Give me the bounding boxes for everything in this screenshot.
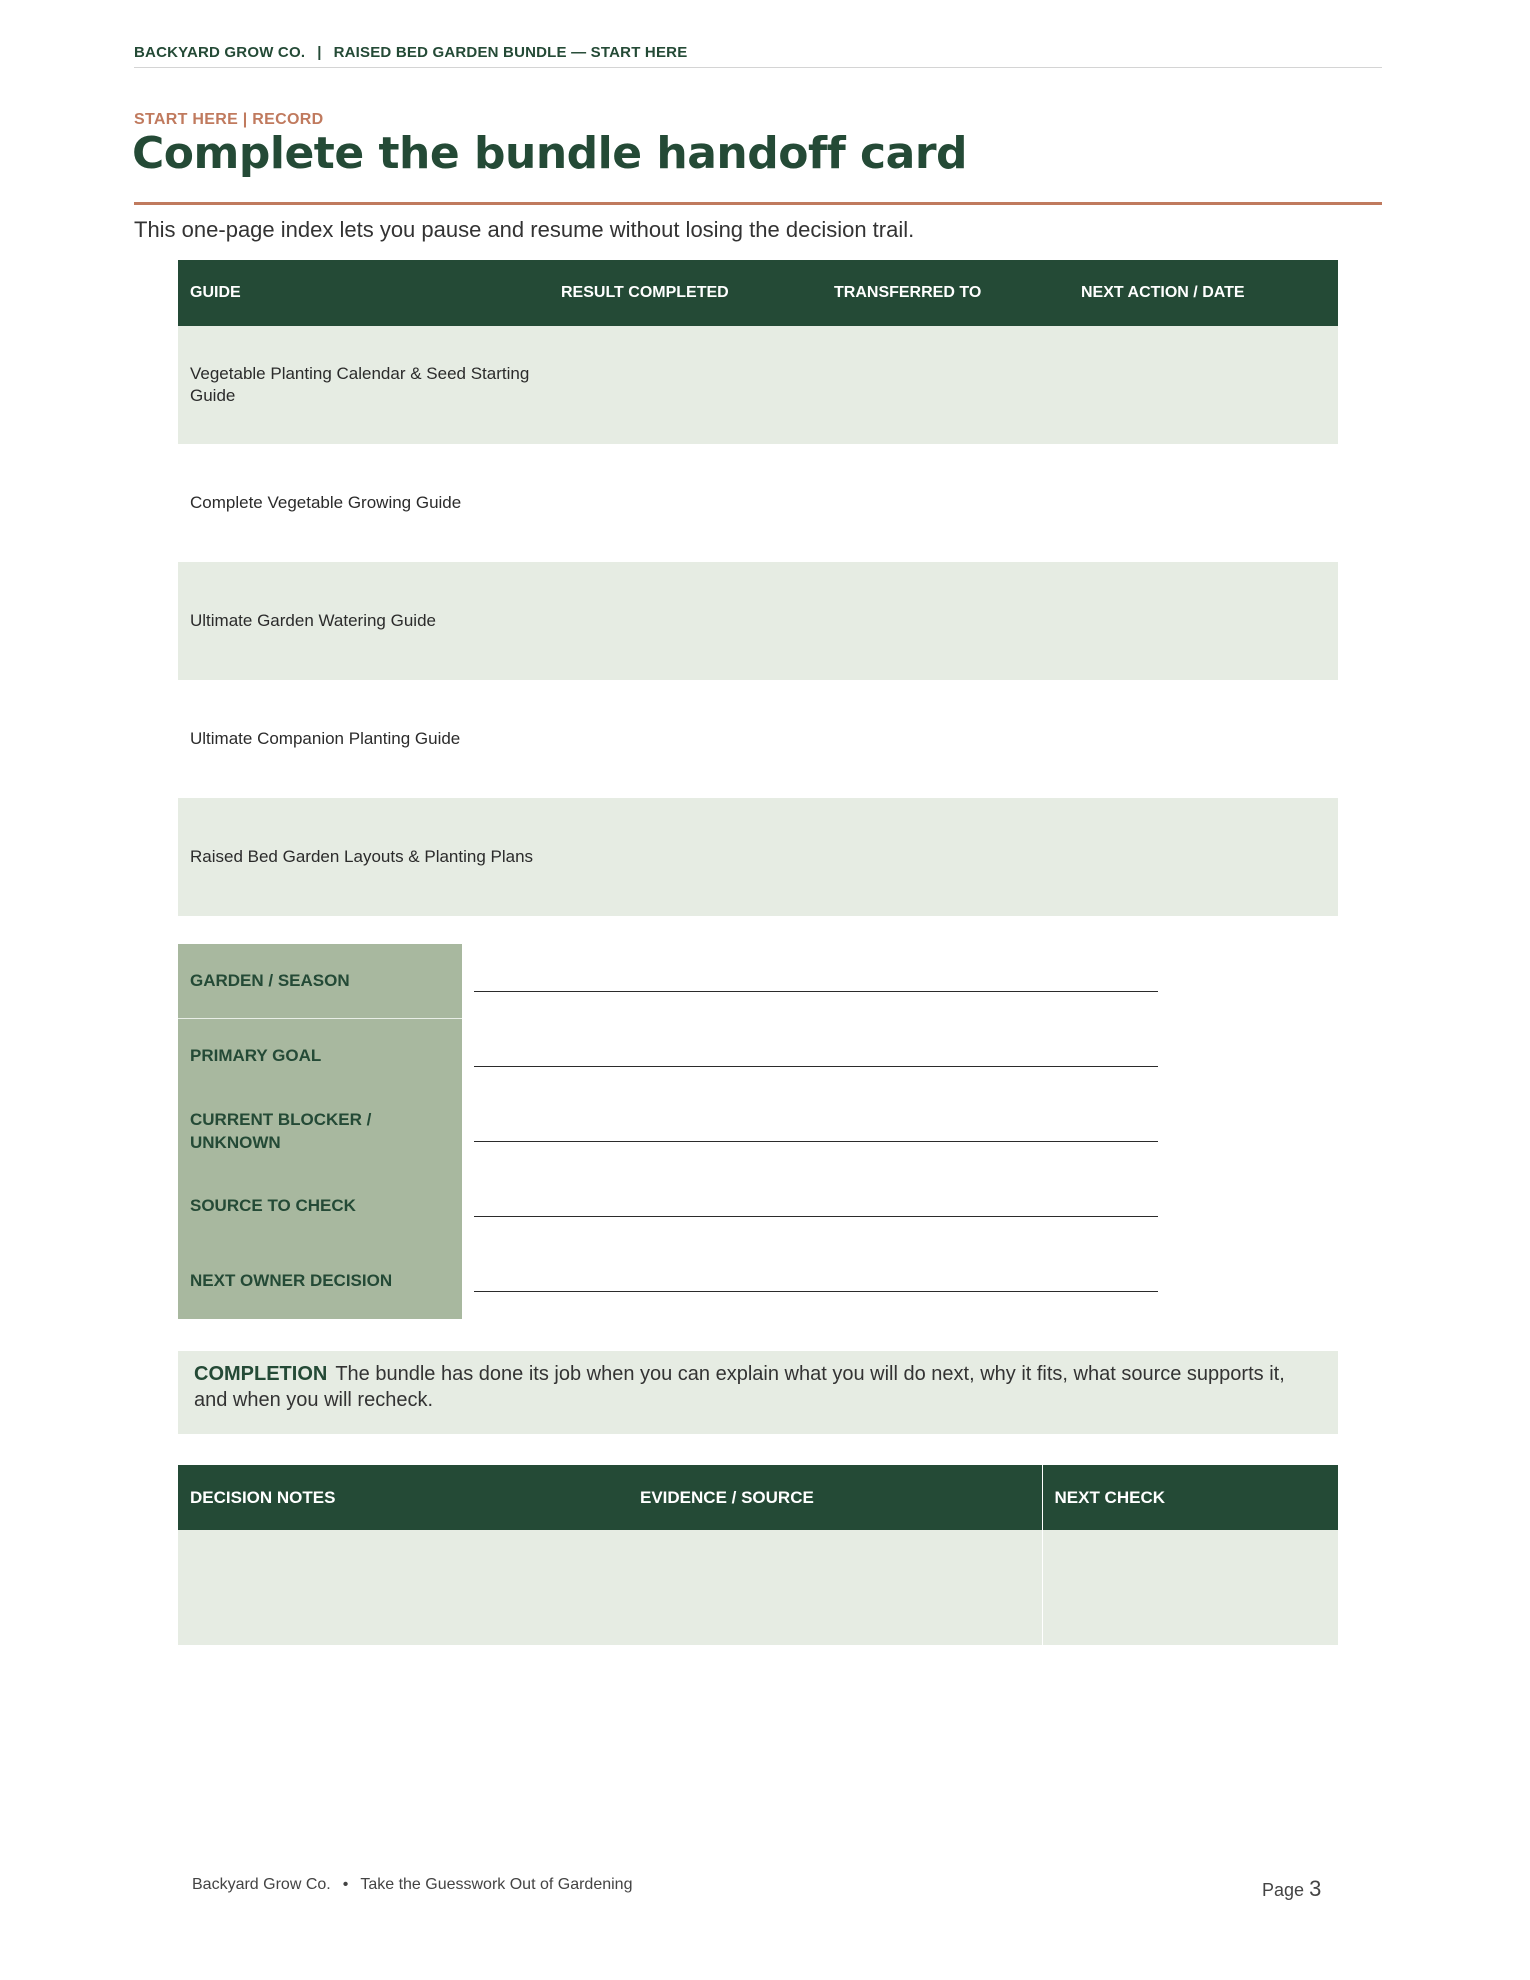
column-header: NEXT CHECK bbox=[1042, 1465, 1338, 1530]
footer-company: Backyard Grow Co. bbox=[192, 1876, 331, 1893]
result-completed-cell[interactable] bbox=[549, 444, 822, 562]
page-number-value: 3 bbox=[1309, 1876, 1322, 1901]
column-header: TRANSFERRED TO bbox=[822, 260, 1069, 326]
table-row bbox=[178, 444, 1338, 562]
header-bundle: RAISED BED GARDEN BUNDLE — START HERE bbox=[333, 44, 688, 61]
header-separator: | bbox=[317, 44, 322, 61]
result-completed-cell[interactable] bbox=[549, 326, 822, 444]
intro-text: This one-page index lets you pause and resume without losing the decision trail. bbox=[134, 217, 915, 242]
field-row bbox=[178, 1094, 1178, 1169]
transferred-to-cell[interactable] bbox=[822, 562, 1069, 680]
decision-notes-cell[interactable] bbox=[178, 1530, 628, 1645]
transferred-to-cell[interactable] bbox=[822, 798, 1069, 916]
table-row bbox=[178, 326, 1338, 444]
field-row bbox=[178, 1019, 1178, 1094]
field-label: SOURCE TO CHECK bbox=[178, 1169, 462, 1244]
guide-name: Raised Bed Garden Layouts & Planting Plans bbox=[178, 798, 549, 916]
page-title: Complete the bundle handoff card bbox=[132, 128, 968, 179]
notes-table-header bbox=[178, 1465, 1338, 1530]
guide-name: Ultimate Companion Planting Guide bbox=[190, 728, 461, 748]
completion-label: COMPLETION bbox=[194, 1363, 328, 1385]
primary-goal-line[interactable] bbox=[474, 1019, 1158, 1067]
guide-table bbox=[178, 260, 1338, 916]
table-row bbox=[178, 798, 1338, 916]
table-row bbox=[178, 680, 1338, 798]
running-header bbox=[134, 44, 1382, 68]
table-row bbox=[178, 1530, 1338, 1645]
next-owner-decision-line[interactable] bbox=[474, 1244, 1158, 1292]
column-header: RESULT COMPLETED bbox=[549, 260, 822, 326]
footer-tagline: Take the Guesswork Out of Gardening bbox=[360, 1876, 633, 1893]
table-row bbox=[178, 562, 1338, 680]
handoff-fields bbox=[178, 944, 1178, 1319]
column-header: NEXT ACTION / DATE bbox=[1069, 260, 1338, 326]
next-action-cell[interactable] bbox=[1069, 326, 1338, 444]
field-row bbox=[178, 1244, 1178, 1319]
transferred-to-cell[interactable] bbox=[822, 326, 1069, 444]
result-completed-cell[interactable] bbox=[549, 562, 822, 680]
footer-bullet: • bbox=[342, 1876, 349, 1893]
field-label: NEXT OWNER DECISION bbox=[178, 1244, 462, 1319]
completion-text: The bundle has done its job when you can explain what you will do next, why it fits, what source supports it, and when you will recheck. bbox=[194, 1363, 1285, 1411]
next-action-cell[interactable] bbox=[1069, 562, 1338, 680]
field-row bbox=[178, 944, 1178, 1019]
field-label: PRIMARY GOAL bbox=[178, 1019, 462, 1094]
page-number bbox=[1262, 1876, 1321, 1902]
field-label: GARDEN / SEASON bbox=[178, 944, 462, 1019]
result-completed-cell[interactable] bbox=[549, 680, 822, 798]
guide-name: Complete Vegetable Growing Guide bbox=[190, 492, 462, 512]
source-to-check-line[interactable] bbox=[474, 1169, 1158, 1217]
field-label: CURRENT BLOCKER / UNKNOWN bbox=[178, 1094, 462, 1169]
guide-name: Ultimate Garden Watering Guide bbox=[178, 562, 549, 680]
guide-table-header bbox=[178, 260, 1338, 326]
column-header: GUIDE bbox=[178, 260, 549, 326]
section-eyebrow: START HERE | RECORD bbox=[134, 111, 324, 128]
header-brand: BACKYARD GROW CO. bbox=[134, 44, 306, 61]
result-completed-cell[interactable] bbox=[549, 798, 822, 916]
page-label: Page bbox=[1262, 1880, 1305, 1900]
transferred-to-cell[interactable] bbox=[822, 680, 1069, 798]
next-action-cell[interactable] bbox=[1069, 444, 1338, 562]
column-header: DECISION NOTES bbox=[178, 1465, 628, 1530]
next-action-cell[interactable] bbox=[1069, 680, 1338, 798]
transferred-to-cell[interactable] bbox=[822, 444, 1069, 562]
guide-name: Vegetable Planting Calendar & Seed Starting Guide bbox=[178, 326, 549, 444]
title-divider bbox=[134, 202, 1382, 205]
next-action-cell[interactable] bbox=[1069, 798, 1338, 916]
garden-season-line[interactable] bbox=[474, 944, 1158, 992]
column-header: EVIDENCE / SOURCE bbox=[628, 1465, 1042, 1530]
current-blocker-line[interactable] bbox=[474, 1094, 1158, 1142]
next-check-cell[interactable] bbox=[1042, 1530, 1338, 1645]
evidence-source-cell[interactable] bbox=[628, 1530, 1042, 1645]
field-row bbox=[178, 1169, 1178, 1244]
footer-left bbox=[192, 1876, 632, 1894]
completion-callout bbox=[178, 1351, 1338, 1434]
notes-table bbox=[178, 1465, 1338, 1645]
